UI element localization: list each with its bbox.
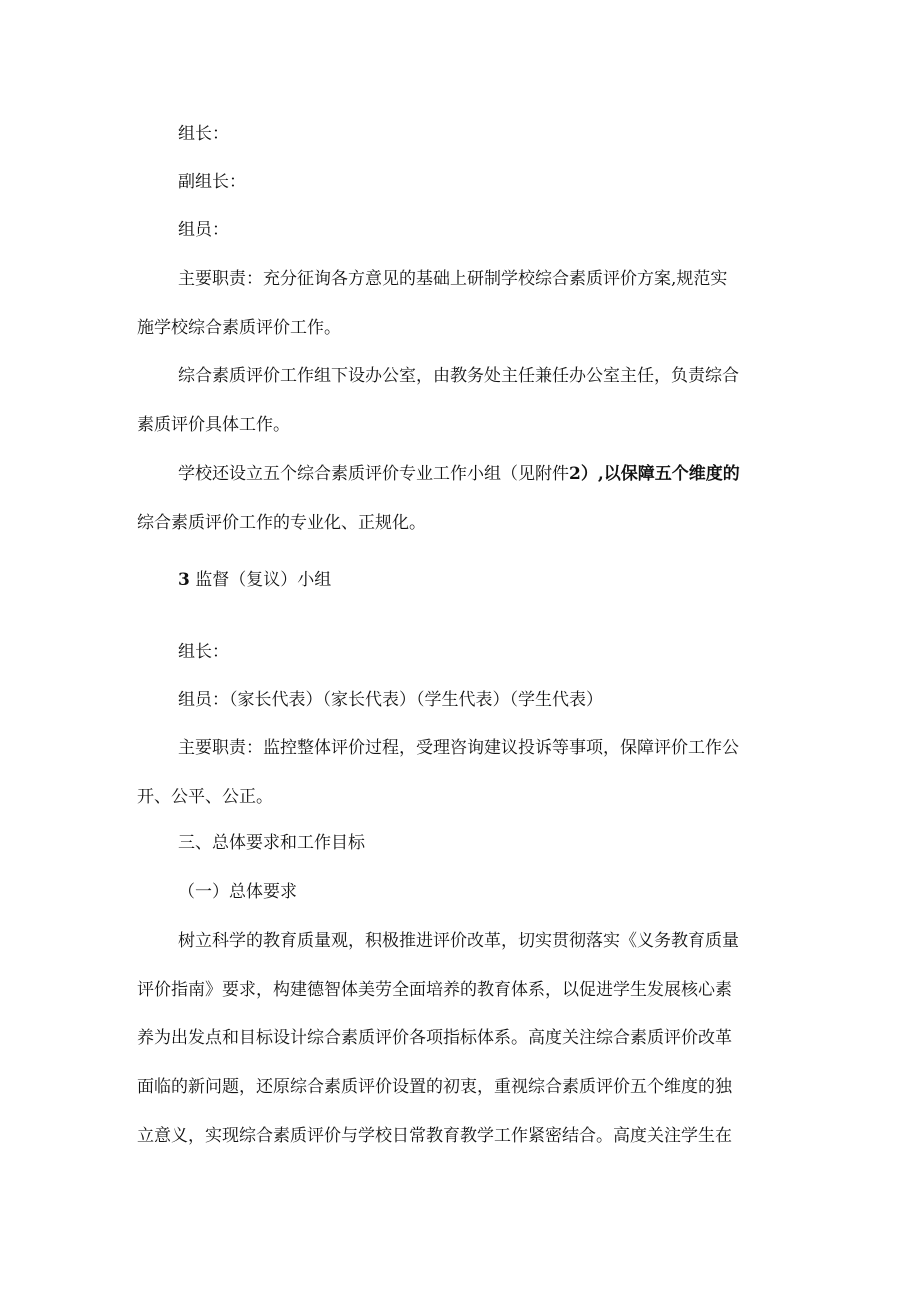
duties-paragraph-line: 开、公平、公正。 [137,787,273,807]
groups-paragraph-line: 综合素质评价工作的专业化、正规化。 [137,513,426,533]
duties-paragraph-line: 施学校综合素质评价工作。 [137,318,341,338]
attachment-reference: 2） [569,464,598,484]
body-paragraph-line: 评价指南》要求，构建德智体美劳全面培养的教育体系，以促进学生发展核心素 [137,980,732,1000]
duties-paragraph-line: 主要职责：监控整体评价过程，受理咨询建议投诉等事项，保障评价工作公 [178,738,739,758]
section-title: 监督（复议）小组 [195,570,332,590]
chapter-heading: 三、总体要求和工作目标 [178,833,365,853]
deputy-leader-label: 副组长： [178,172,246,192]
office-paragraph-line: 素质评价具体工作。 [137,415,290,435]
groups-text-suffix: ,以保障五个维度的 [597,464,740,484]
team-leader-label: 组长： [178,124,229,144]
duties-paragraph-line: 主要职责：充分征询各方意见的基础上研制学校综合素质评价方案,规范实 [178,269,728,289]
team-leader-label: 组长： [178,642,229,662]
body-paragraph-line: 树立科学的教育质量观，积极推进评价改革，切实贯彻落实《义务教育质量 [178,931,739,951]
subsection-heading: （一）总体要求 [178,882,297,902]
groups-text-prefix: 学校还设立五个综合素质评价专业工作小组（见附件 [178,464,569,484]
groups-paragraph-line [178,462,740,486]
members-label: 组员： [178,220,229,240]
office-paragraph-line: 综合素质评价工作组下设办公室，由教务处主任兼任办公室主任，负责综合 [178,366,739,386]
section-heading [178,568,331,592]
section-number: 3 [178,570,190,590]
body-paragraph-line: 立意义，实现综合素质评价与学校日常教育教学工作紧密结合。高度关注学生在 [137,1126,732,1146]
body-paragraph-line: 养为出发点和目标设计综合素质评价各项指标体系。高度关注综合素质评价改革 [137,1028,732,1048]
members-line: 组员：（家长代表）（家长代表）（学生代表）（学生代表） [178,690,603,710]
body-paragraph-line: 面临的新问题，还原综合素质评价设置的初衷，重视综合素质评价五个维度的独 [137,1077,732,1097]
